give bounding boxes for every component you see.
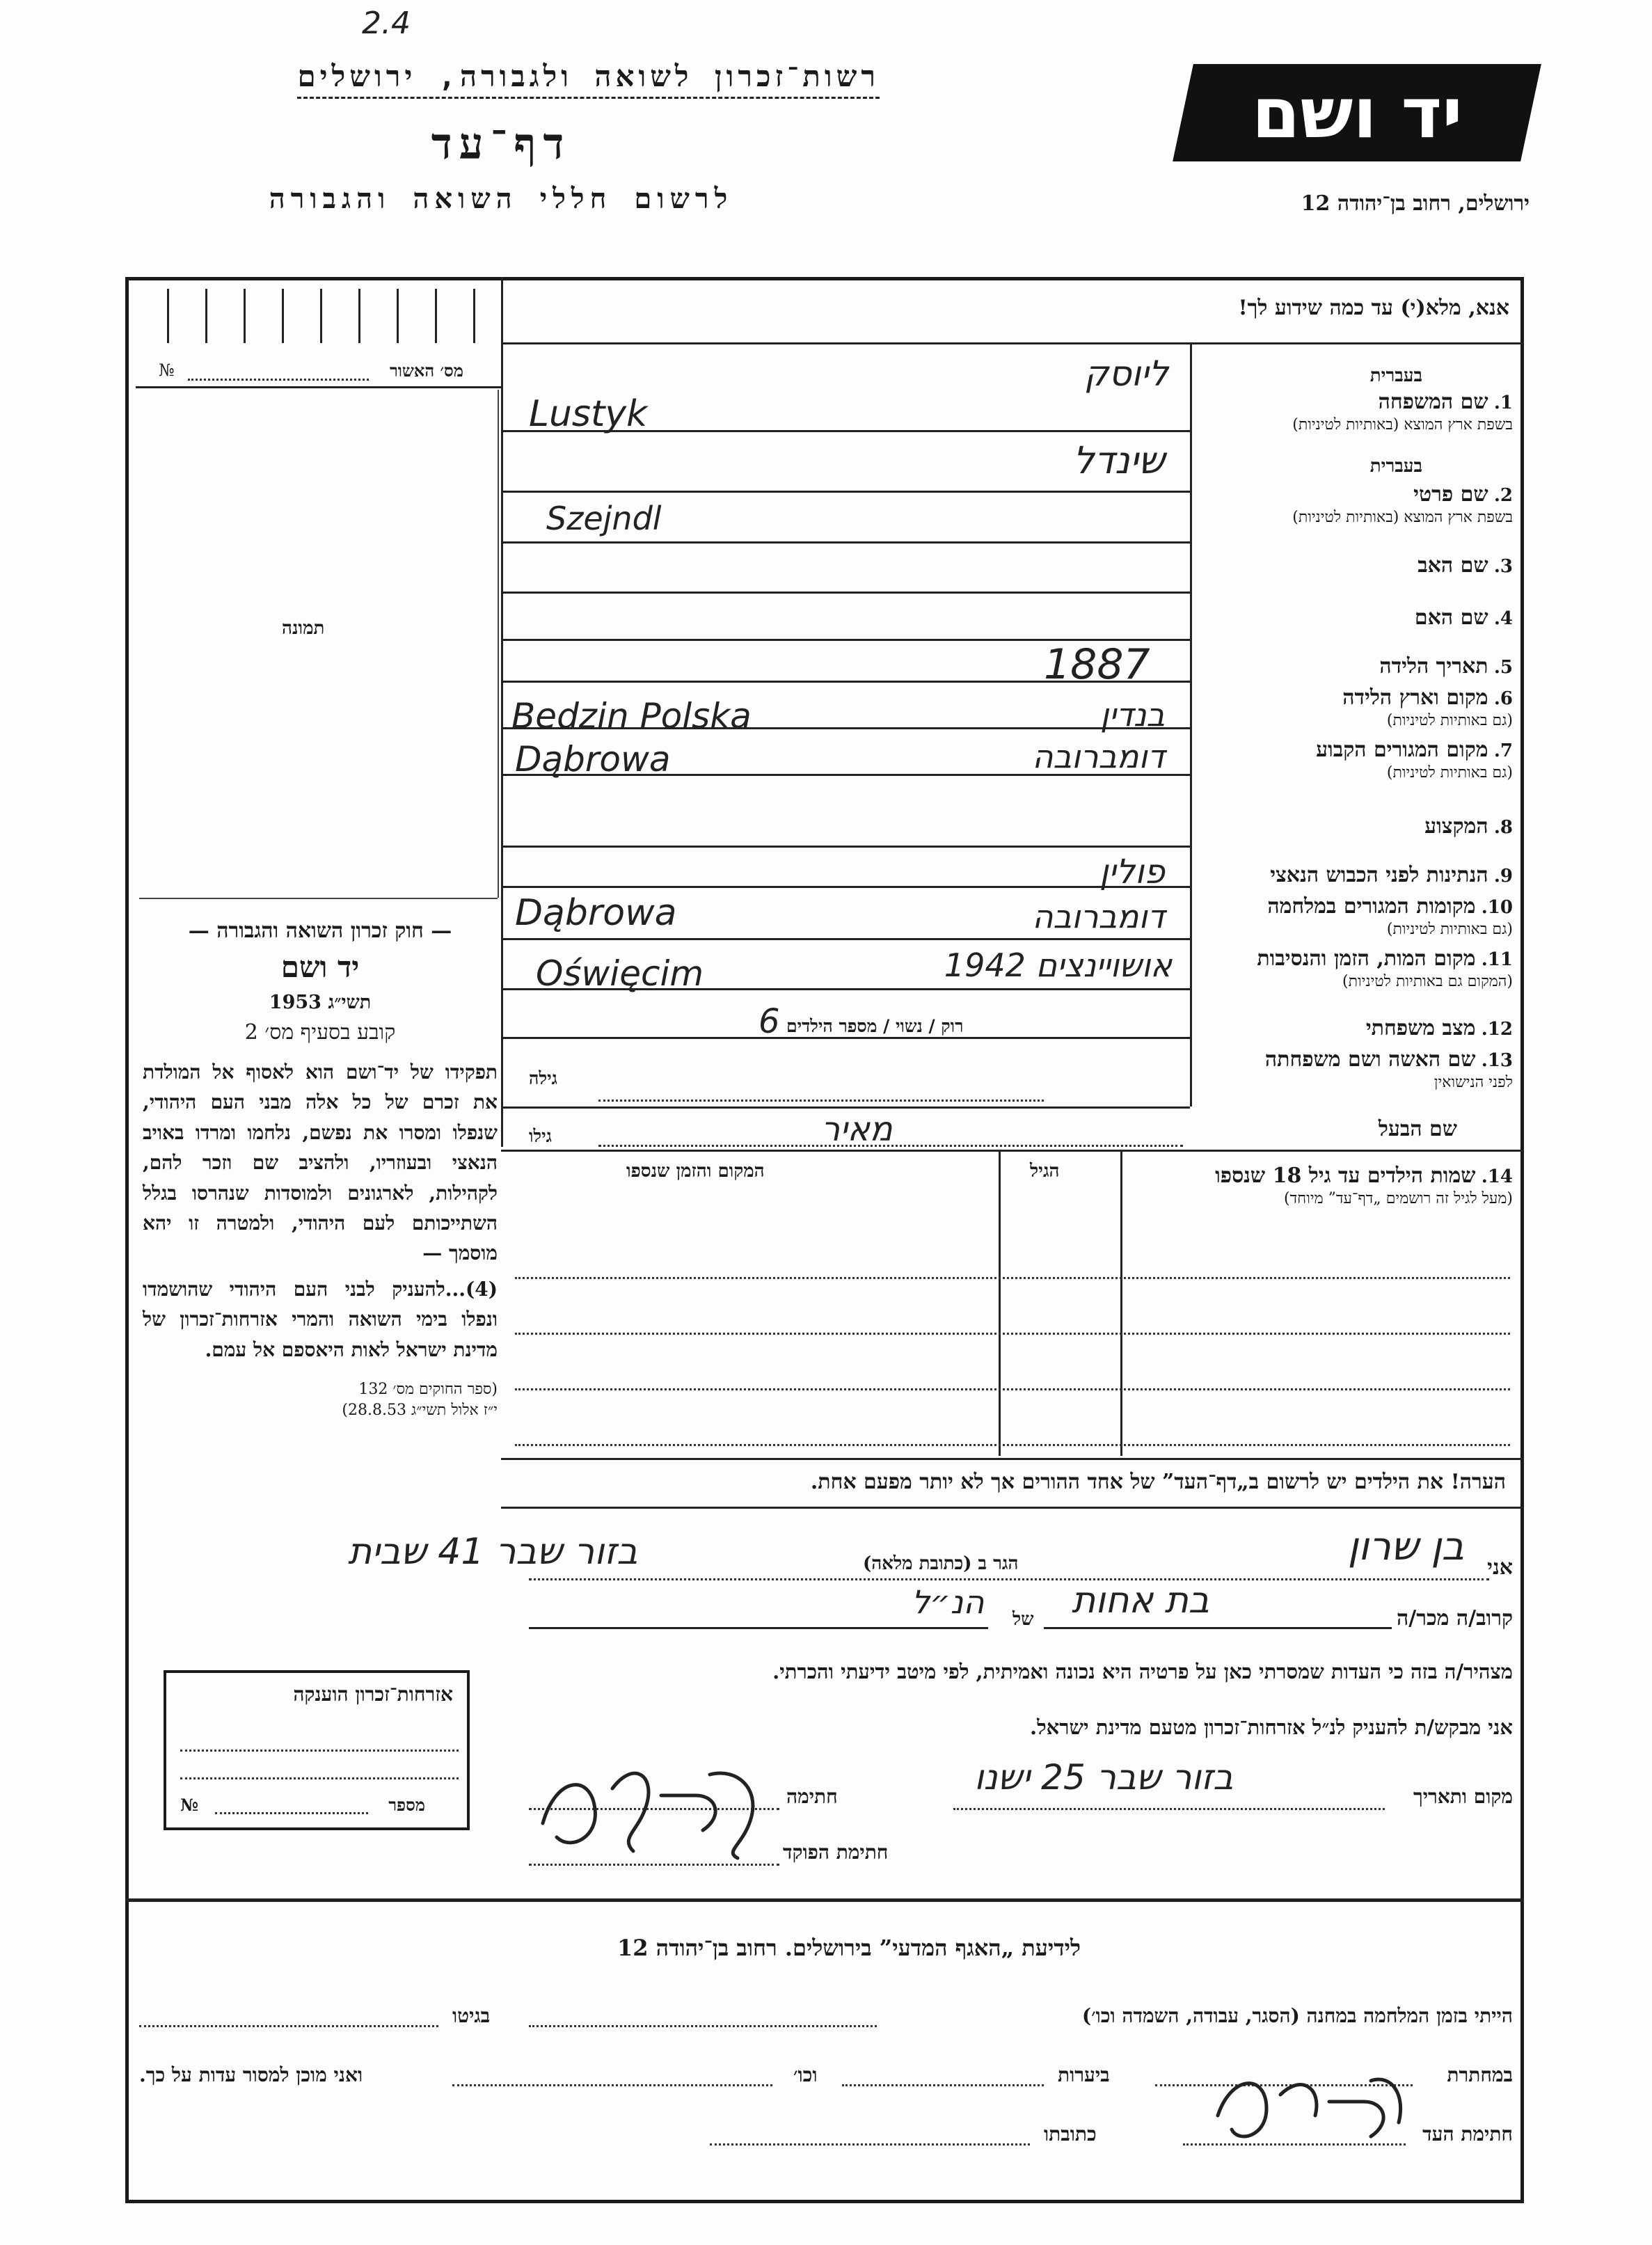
hw-death-latin: Oświęcim	[536, 953, 704, 994]
footer-underground: במחתרת	[1447, 2063, 1513, 2086]
field-13-label: 13. שם האשה ושם משפחתה לפני הנישואין	[1264, 1047, 1513, 1091]
children-note: הערה! את הילדים יש לרשום ב„דף־העד” של אחד ההורים אך לא יותר מפעם אחת.	[810, 1470, 1506, 1494]
citizenship-box-number: מספר	[388, 1795, 425, 1815]
children-col-age: הגיל	[1030, 1161, 1060, 1182]
hw-family-hebrew: ליוסק	[1083, 354, 1168, 394]
corner-note: 2.4	[362, 6, 411, 41]
declarant-i: אני	[1487, 1555, 1513, 1580]
citizenship-box-title: אזרחות־זכרון הוענקה	[293, 1683, 453, 1706]
footer-forests: ביערות	[1058, 2063, 1110, 2086]
header-authority: רשות־זכרון לשואה ולגבורה, ירושלים	[297, 59, 880, 99]
field-6-label: 6. מקום וארץ הלידה (גם באותיות לטיניות)	[1342, 685, 1513, 729]
hw-declarant-name: בן שרון	[1347, 1524, 1464, 1569]
hw-death-hebrew: אושויינצים 1942	[944, 946, 1172, 984]
hw-declarant-address: בזור שבר 41 שבית	[348, 1531, 638, 1573]
law-title: — חוק זכרון השואה והגבורה —	[188, 919, 452, 943]
hw-given-latin: Szejndl	[546, 500, 662, 537]
husband-age-label: גילו	[529, 1126, 552, 1146]
law-name: יד ושם	[280, 950, 360, 984]
footer-address: כתובתו	[1044, 2123, 1097, 2145]
hw-residence-latin: Dąbrowa	[515, 739, 671, 779]
field-4-label: 4. שם האם	[1414, 605, 1513, 630]
tick-strip	[146, 289, 501, 343]
footer-line1: הייתי בזמן המלחמה במחנה (הסגר, עבודה, השמדה וכו׳)	[1081, 2004, 1513, 2027]
field-12-label: 12. מצב משפחתי	[1365, 1016, 1513, 1040]
hw-children-count: 6	[759, 1002, 780, 1041]
approval-no-sign: №	[159, 360, 175, 380]
hw-family-latin: Lustyk	[529, 393, 648, 435]
photo-fold-mark	[139, 898, 498, 899]
declarant-relation: קרוב/ה מכר/ה	[1397, 1606, 1513, 1631]
hw-birthplace-hebrew: בנדין	[1100, 696, 1165, 733]
declarant-resides: הגר ב (כתובת מלאה)	[863, 1553, 1019, 1574]
children-label: 14. שמות הילדים עד גיל 18 שנספו (מעל לגיל זה רושמים „דף־עד” מיוחד)	[1215, 1164, 1513, 1207]
photo-label: תמונה	[282, 618, 325, 639]
footer-ghetto: בגיטו	[452, 2004, 491, 2027]
law-ref-date: י״ז אלול תשי״ג 28.8.53)	[342, 1401, 498, 1419]
field-5-label: 5. תאריך הלידה	[1379, 654, 1513, 679]
logo-text: יד ושם	[1251, 72, 1463, 154]
hw-wartime-latin: Dąbrowa	[515, 892, 677, 934]
law-year: תשי״ג 1953	[269, 992, 372, 1013]
intro-text: אנא, מלא(י) עד כמה שידוע לך!	[1238, 296, 1509, 320]
yad-vashem-logo	[1173, 64, 1541, 161]
marital-options: רוק / נשוי / מספר הילדים	[786, 1016, 964, 1036]
law-body: תפקידו של יד־ושם הוא לאסוף אל המולדת את זכרם של כל אלה מבני העם היהודי, שנפלו ומסרו את נפשם, נלחמו ומרדו באויב הנאצי ובעוזריו, ולהציב שם וזכר להם, לקהילות, לארגונים ולמוסדות שנהרסו בגלל השתייכותם לעם היהודי, ולמטרה זו יהא מוסמך —	[143, 1061, 498, 1265]
hw-birthplace-latin: Bedzin Polska	[511, 696, 752, 736]
field-1-label: 1. שם המשפחה בשפת ארץ המוצא (באותיות לטיניות)	[1292, 390, 1513, 434]
law-block	[143, 919, 498, 1419]
declaration-text: מצהיר/ה בזה כי העדות שמסרתי כאן על פרטיה היא נכונה ואמיתית, לפי מיטב ידיעתי והכרתי.	[772, 1660, 1513, 1683]
husband-name-label: שם הבעל	[1378, 1117, 1457, 1141]
field-8-label: 8. המקצוע	[1424, 814, 1513, 839]
footer-heading: לידיעת „האגף המדעי” בירושלים. רחוב בן־יהודה 12	[617, 1935, 1081, 1961]
hebrew-col-label-2: בעברית	[1369, 456, 1422, 477]
wife-age-label: גילה	[529, 1068, 557, 1088]
hw-wartime-hebrew: דומברובה	[1032, 898, 1165, 935]
children-col-place: המקום והזמן שנספו	[626, 1161, 765, 1182]
footer-willing: ואני מוכן למסור עדות על כך.	[139, 2063, 363, 2086]
header-title: דף־עד	[431, 118, 571, 169]
field-3-label: 3. שם האב	[1417, 553, 1513, 578]
law-clause: (4)...להעניק לבני העם היהודי שהושמדו ונפלו בימי השואה והמרי אזרחות־זכרון של מדינת ישראל לאות היאספם אל עמם.	[143, 1277, 498, 1361]
witness-signature	[1204, 2060, 1413, 2150]
hw-nationality: פולין	[1099, 852, 1165, 891]
header-address: ירושלים, רחוב בן־יהודה 12	[1301, 191, 1530, 216]
photo-area	[139, 390, 499, 898]
declarant-signature	[529, 1747, 779, 1865]
officer-signature-label: חתימת הפוקד	[783, 1841, 889, 1864]
citizenship-request: אני מבקש/ת להעניק לנ״ל אזרחות־זכרון מטעם מדינת ישראל.	[1030, 1715, 1513, 1739]
approval-no-label: מס׳ האשור	[390, 360, 463, 381]
field-2-label: 2. שם פרטי בשפת ארץ המוצא (באותיות לטיניות)	[1292, 482, 1513, 526]
field-7-label: 7. מקום המגורים הקבוע (גם באותיות לטיניות)	[1316, 738, 1513, 782]
citizenship-box-no-sign: №	[180, 1795, 199, 1815]
hw-of: הנ״ל	[912, 1583, 985, 1621]
footer-witness-signature: חתימת העד	[1422, 2123, 1513, 2145]
hebrew-col-label-1: בעברית	[1369, 365, 1422, 386]
field-11-label: 11. מקום המות, הזמן והנסיבות (המקום גם באותיות לטיניות)	[1257, 946, 1513, 990]
law-section: קובע בסעיף מס׳ 2	[244, 1020, 396, 1045]
field-9-label: 9. הנתינות לפני הכבוש הנאצי	[1270, 863, 1513, 887]
declarant-of: של	[1012, 1609, 1034, 1630]
header-subtitle: לרשום חללי השואה והגבורה	[269, 183, 733, 215]
hw-given-hebrew: שינדל	[1072, 438, 1165, 482]
hw-husband-name: מאיר	[821, 1110, 893, 1149]
hw-birth-year: 1887	[1044, 640, 1150, 689]
citizenship-box	[164, 1670, 470, 1830]
hw-relation: בת אחות	[1072, 1580, 1209, 1621]
field-10-label: 10. מקומות המגורים במלחמה (גם באותיות לטיניות)	[1267, 894, 1513, 938]
footer-etc: וכו׳	[793, 2063, 818, 2086]
place-date-label: מקום ותאריך	[1413, 1785, 1513, 1808]
law-ref: (ספר החוקים מס׳ 132	[358, 1380, 498, 1398]
hw-place-date: בזור שבר 25 ישנו	[974, 1757, 1234, 1798]
signature-label: חתימה	[786, 1785, 838, 1808]
hw-residence-hebrew: דומברובה	[1032, 738, 1165, 775]
